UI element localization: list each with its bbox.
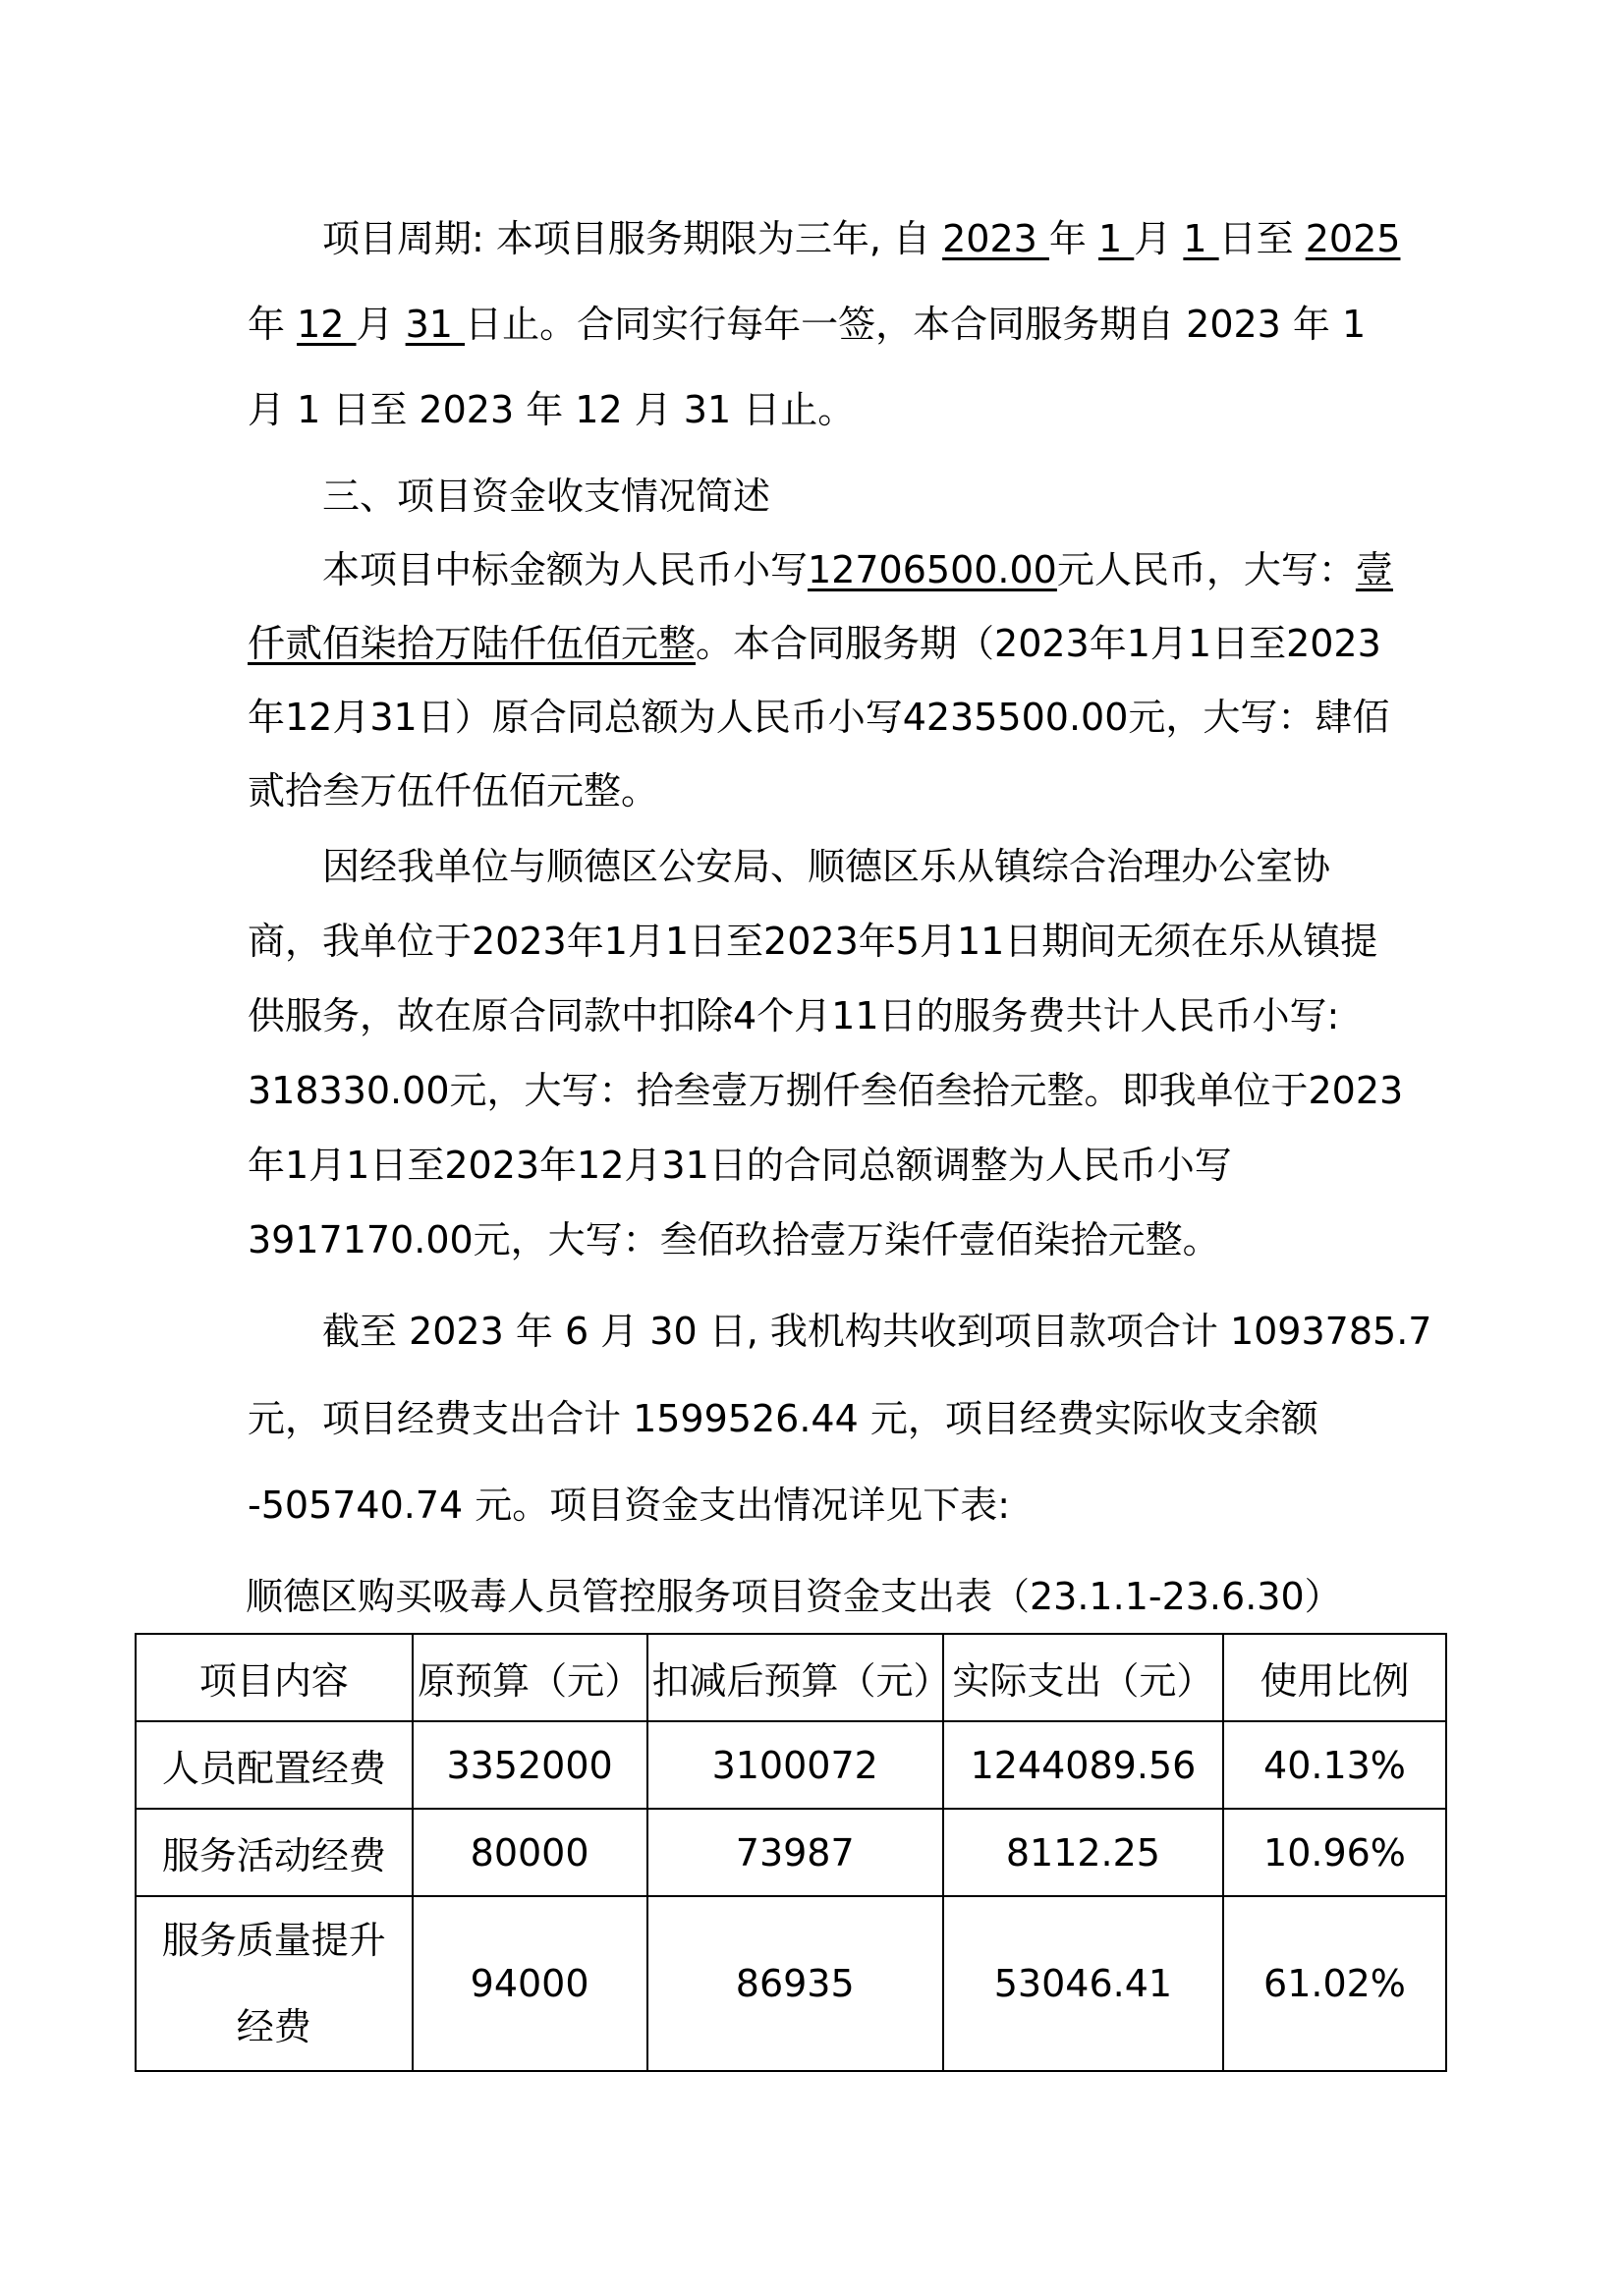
text-run: 截至 2023 年 6 月 30 日, 我机构共收到项目款项合计 1093785.7 — [248, 1310, 1432, 1353]
bid-paragraph-line — [248, 619, 1381, 668]
cell-original-budget: 80000 — [413, 1809, 647, 1896]
text-run: -505740.74 元。项目资金支出情况详见下表: — [248, 1484, 1011, 1527]
table-caption: 顺德区购买吸毒人员管控服务项目资金支出表（23.1.1-23.6.30） — [246, 1575, 1342, 1618]
underlined-text: 12706500.00 — [808, 548, 1057, 591]
text-run: 月 1 日至 2023 年 12 月 31 日止。 — [248, 388, 856, 431]
text-run: 3917170.00元，大写：叁佰玖拾壹万柒仟壹佰柒拾元整。 — [248, 1218, 1220, 1261]
text-run: 。本合同服务期（2023年1月1日至2023 — [696, 622, 1381, 665]
header-adjusted-budget: 扣减后预算（元） — [647, 1634, 943, 1721]
period-paragraph-line — [248, 214, 1400, 263]
header-usage-ratio: 使用比例 — [1223, 1634, 1446, 1721]
cell-adjusted-budget: 86935 — [647, 1896, 943, 2071]
text-run: 供服务，故在原合同款中扣除4个月11日的服务费共计人民币小写: — [248, 994, 1340, 1037]
table-row — [136, 1896, 1446, 2071]
header-item: 项目内容 — [136, 1634, 413, 1721]
table-row — [136, 1809, 1446, 1896]
underlined-text: 31 — [405, 303, 466, 346]
cell-original-budget: 3352000 — [413, 1721, 647, 1809]
header-original-budget: 原预算（元） — [413, 1634, 647, 1721]
text-run: 年12月31日）原合同总额为人民币小写4235500.00元，大写：肆佰 — [248, 696, 1390, 739]
cell-usage-ratio: 10.96% — [1223, 1809, 1446, 1896]
underlined-text: 2023 — [942, 217, 1049, 260]
underlined-text: 壹 — [1355, 548, 1393, 591]
text-run: 因经我单位与顺德区公安局、顺德区乐从镇综合治理办公室协 — [248, 845, 1331, 888]
budget-table — [135, 1633, 1447, 2072]
text-run: 年 — [248, 303, 298, 346]
text-run: 年1月1日至2023年12月31日的合同总额调整为人民币小写 — [248, 1144, 1232, 1187]
bid-paragraph-line — [248, 693, 1389, 742]
text-run: 月 — [1134, 217, 1184, 260]
deduction-paragraph-line — [248, 917, 1377, 966]
period-paragraph-line — [248, 385, 855, 434]
bid-paragraph-line — [248, 545, 1393, 594]
period-paragraph-line — [248, 300, 1366, 349]
text-run: 三、项目资金收支情况简述 — [248, 475, 771, 518]
text-run: 318330.00元，大写：拾叁壹万捌仟叁佰叁拾元整。即我单位于2023 — [248, 1069, 1404, 1112]
deduction-paragraph-line — [248, 842, 1330, 891]
text-run: 元人民币，大写： — [1056, 548, 1356, 591]
underlined-text: 1 — [1183, 217, 1219, 260]
underlined-text: 2025 — [1305, 217, 1401, 260]
text-run: 日止。合同实行每年一签，本合同服务期自 2023 年 1 — [465, 303, 1367, 346]
deduction-paragraph-line — [248, 1215, 1220, 1264]
underlined-text: 12 — [297, 303, 357, 346]
cell-item: 服务活动经费 — [136, 1809, 413, 1896]
cell-item — [136, 1896, 413, 2071]
cell-original-budget: 94000 — [413, 1896, 647, 2071]
text-run: 月 — [356, 303, 406, 346]
section-heading-line — [248, 472, 770, 521]
header-actual-spend: 实际支出（元） — [943, 1634, 1223, 1721]
deduction-paragraph-line — [248, 1141, 1232, 1190]
text-run: 项目周期: 本项目服务期限为三年, 自 — [248, 217, 943, 260]
text-run: 年 — [1048, 217, 1099, 260]
deduction-paragraph-line — [248, 991, 1339, 1040]
text-run: 贰拾叁万伍仟伍佰元整。 — [248, 769, 659, 812]
cell-usage-ratio: 40.13% — [1223, 1721, 1446, 1809]
table-row — [136, 1721, 1446, 1809]
table-header-row — [136, 1634, 1446, 1721]
text-run: 本项目中标金额为人民币小写 — [248, 548, 809, 591]
cell-adjusted-budget: 3100072 — [647, 1721, 943, 1809]
cell-usage-ratio: 61.02% — [1223, 1896, 1446, 2071]
cell-actual-spend: 8112.25 — [943, 1809, 1223, 1896]
text-run: 元，项目经费支出合计 1599526.44 元，项目经费实际收支余额 — [248, 1397, 1318, 1440]
text-run: 日至 — [1218, 217, 1306, 260]
deduction-paragraph-line — [248, 1066, 1403, 1115]
bid-paragraph-line — [248, 766, 658, 815]
text-run: 商，我单位于2023年1月1日至2023年5月11日期间无须在乐从镇提 — [248, 920, 1378, 963]
cell-actual-spend: 53046.41 — [943, 1896, 1223, 2071]
cell-adjusted-budget: 73987 — [647, 1809, 943, 1896]
cell-item: 人员配置经费 — [136, 1721, 413, 1809]
underlined-text: 仟贰佰柒拾万陆仟伍佰元整 — [248, 622, 697, 665]
summary-paragraph-line — [248, 1394, 1318, 1443]
cell-actual-spend: 1244089.56 — [943, 1721, 1223, 1809]
summary-paragraph-line — [248, 1481, 1010, 1530]
underlined-text: 1 — [1098, 217, 1135, 260]
cell-item-text: 服务质量提升经费 — [161, 1919, 386, 2048]
summary-paragraph-line — [248, 1307, 1431, 1356]
